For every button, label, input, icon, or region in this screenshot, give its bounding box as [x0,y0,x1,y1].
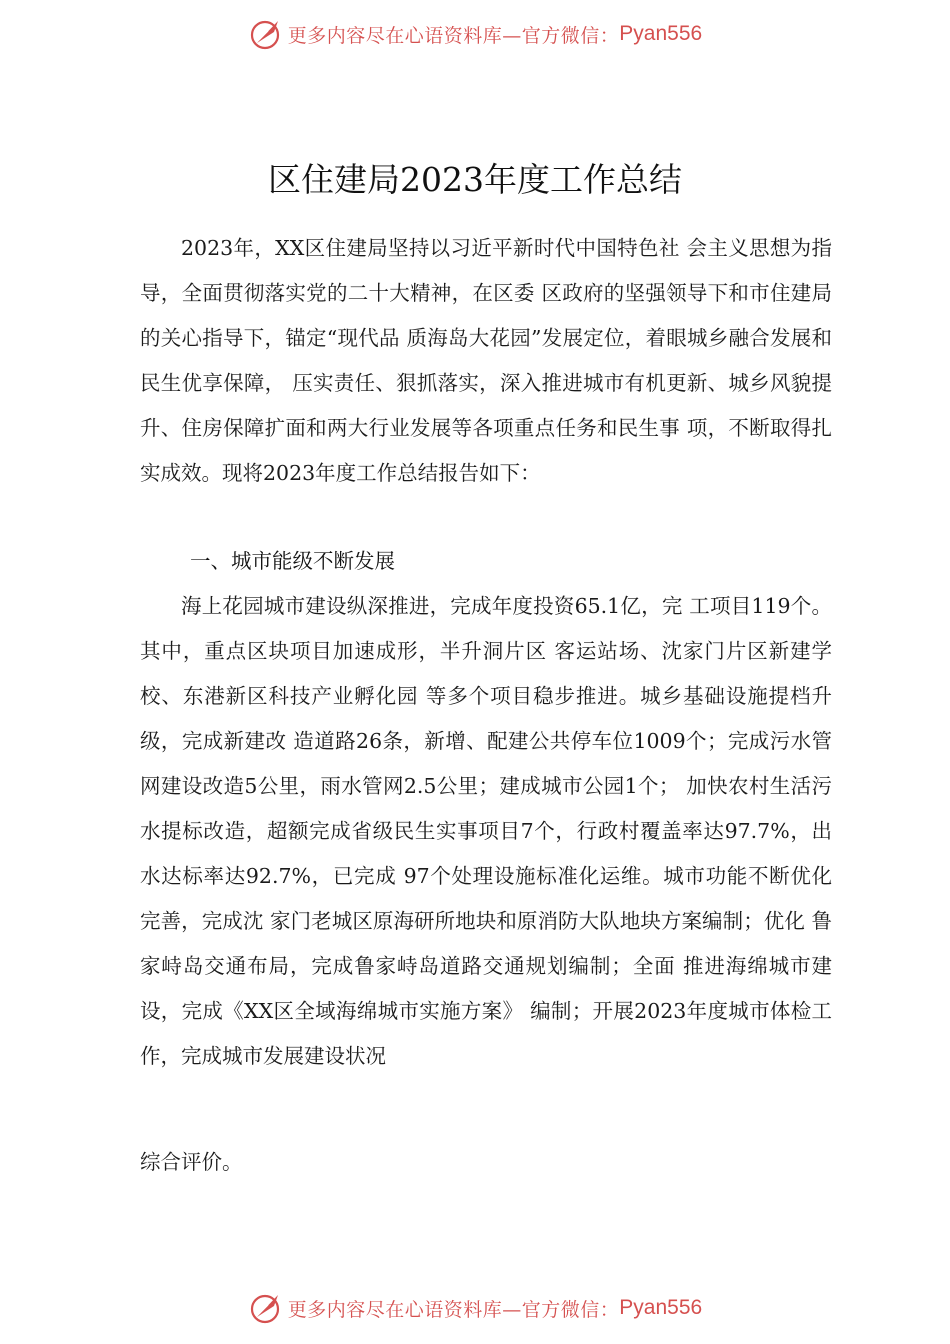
watermark-banner-bottom [0,1288,950,1328]
watermark-banner-top [0,14,950,54]
watermark-wechat-id: Pyan556 [619,22,703,45]
watermark-wechat-id: Pyan556 [619,1296,703,1319]
watermark-text: 更多内容尽在心语资料库—官方微信： [287,24,620,47]
section-paragraph-tail: 综合评价。 [140,1150,243,1174]
document-title: 区住建局2023年度工作总结 [268,160,682,200]
section-paragraph: 海上花园城市建设纵深推进，完成年度投资65.1亿，完 工项目119个。其中，重点区块项目加速成形，半升洞片区 客运站场、沈家门片区新建学校、东港新区科技产业孵化园 等多个项目稳步推进。城乡基础设施提档升级，完成新建改 造道路26条，新增、配建公共停车位1009个；完成污水管 网建设改造5公里，雨水管网2.5公里；建成城市公园1个； 加快农村生活污水提标改造，超额完成省级民生实事项目7个，行政村覆盖率达97.7%，出水达标率达92.7%，已完成 97个处理设施标准化运维。城市功能不断优化完善，完成沈 家门老城区原海研所地块和原消防大队地块方案编制；优化 鲁家峙岛交通布局，完成鲁家峙岛道路交通规划编制；全面 推进海绵城市建设，完成《XX区全域海绵城市实施方案》 编制；开展2023年度城市体检工作，完成城市发展建设状况 [140,594,832,1068]
quill-logo-icon [248,1290,284,1326]
watermark-text: 更多内容尽在心语资料库—官方微信： [287,1298,620,1321]
intro-paragraph: 2023年，XX区住建局坚持以习近平新时代中国特色社 会主义思想为指导，全面贯彻落实党的二十大精神，在区委 区政府的坚强领导下和市住建局的关心指导下，锚定“现代品 质海岛大花园”发展定位，着眼城乡融合发展和民生优享保障， 压实责任、狠抓落实，深入推进城市有机更新、城乡风貌提 升、住房保障扩面和两大行业发展等各项重点任务和民生事 项，不断取得扎实成效。现将2023年度工作总结报告如下： [140,236,832,485]
quill-logo-icon [248,16,284,52]
section-heading: 一、城市能级不断发展 [190,549,395,573]
